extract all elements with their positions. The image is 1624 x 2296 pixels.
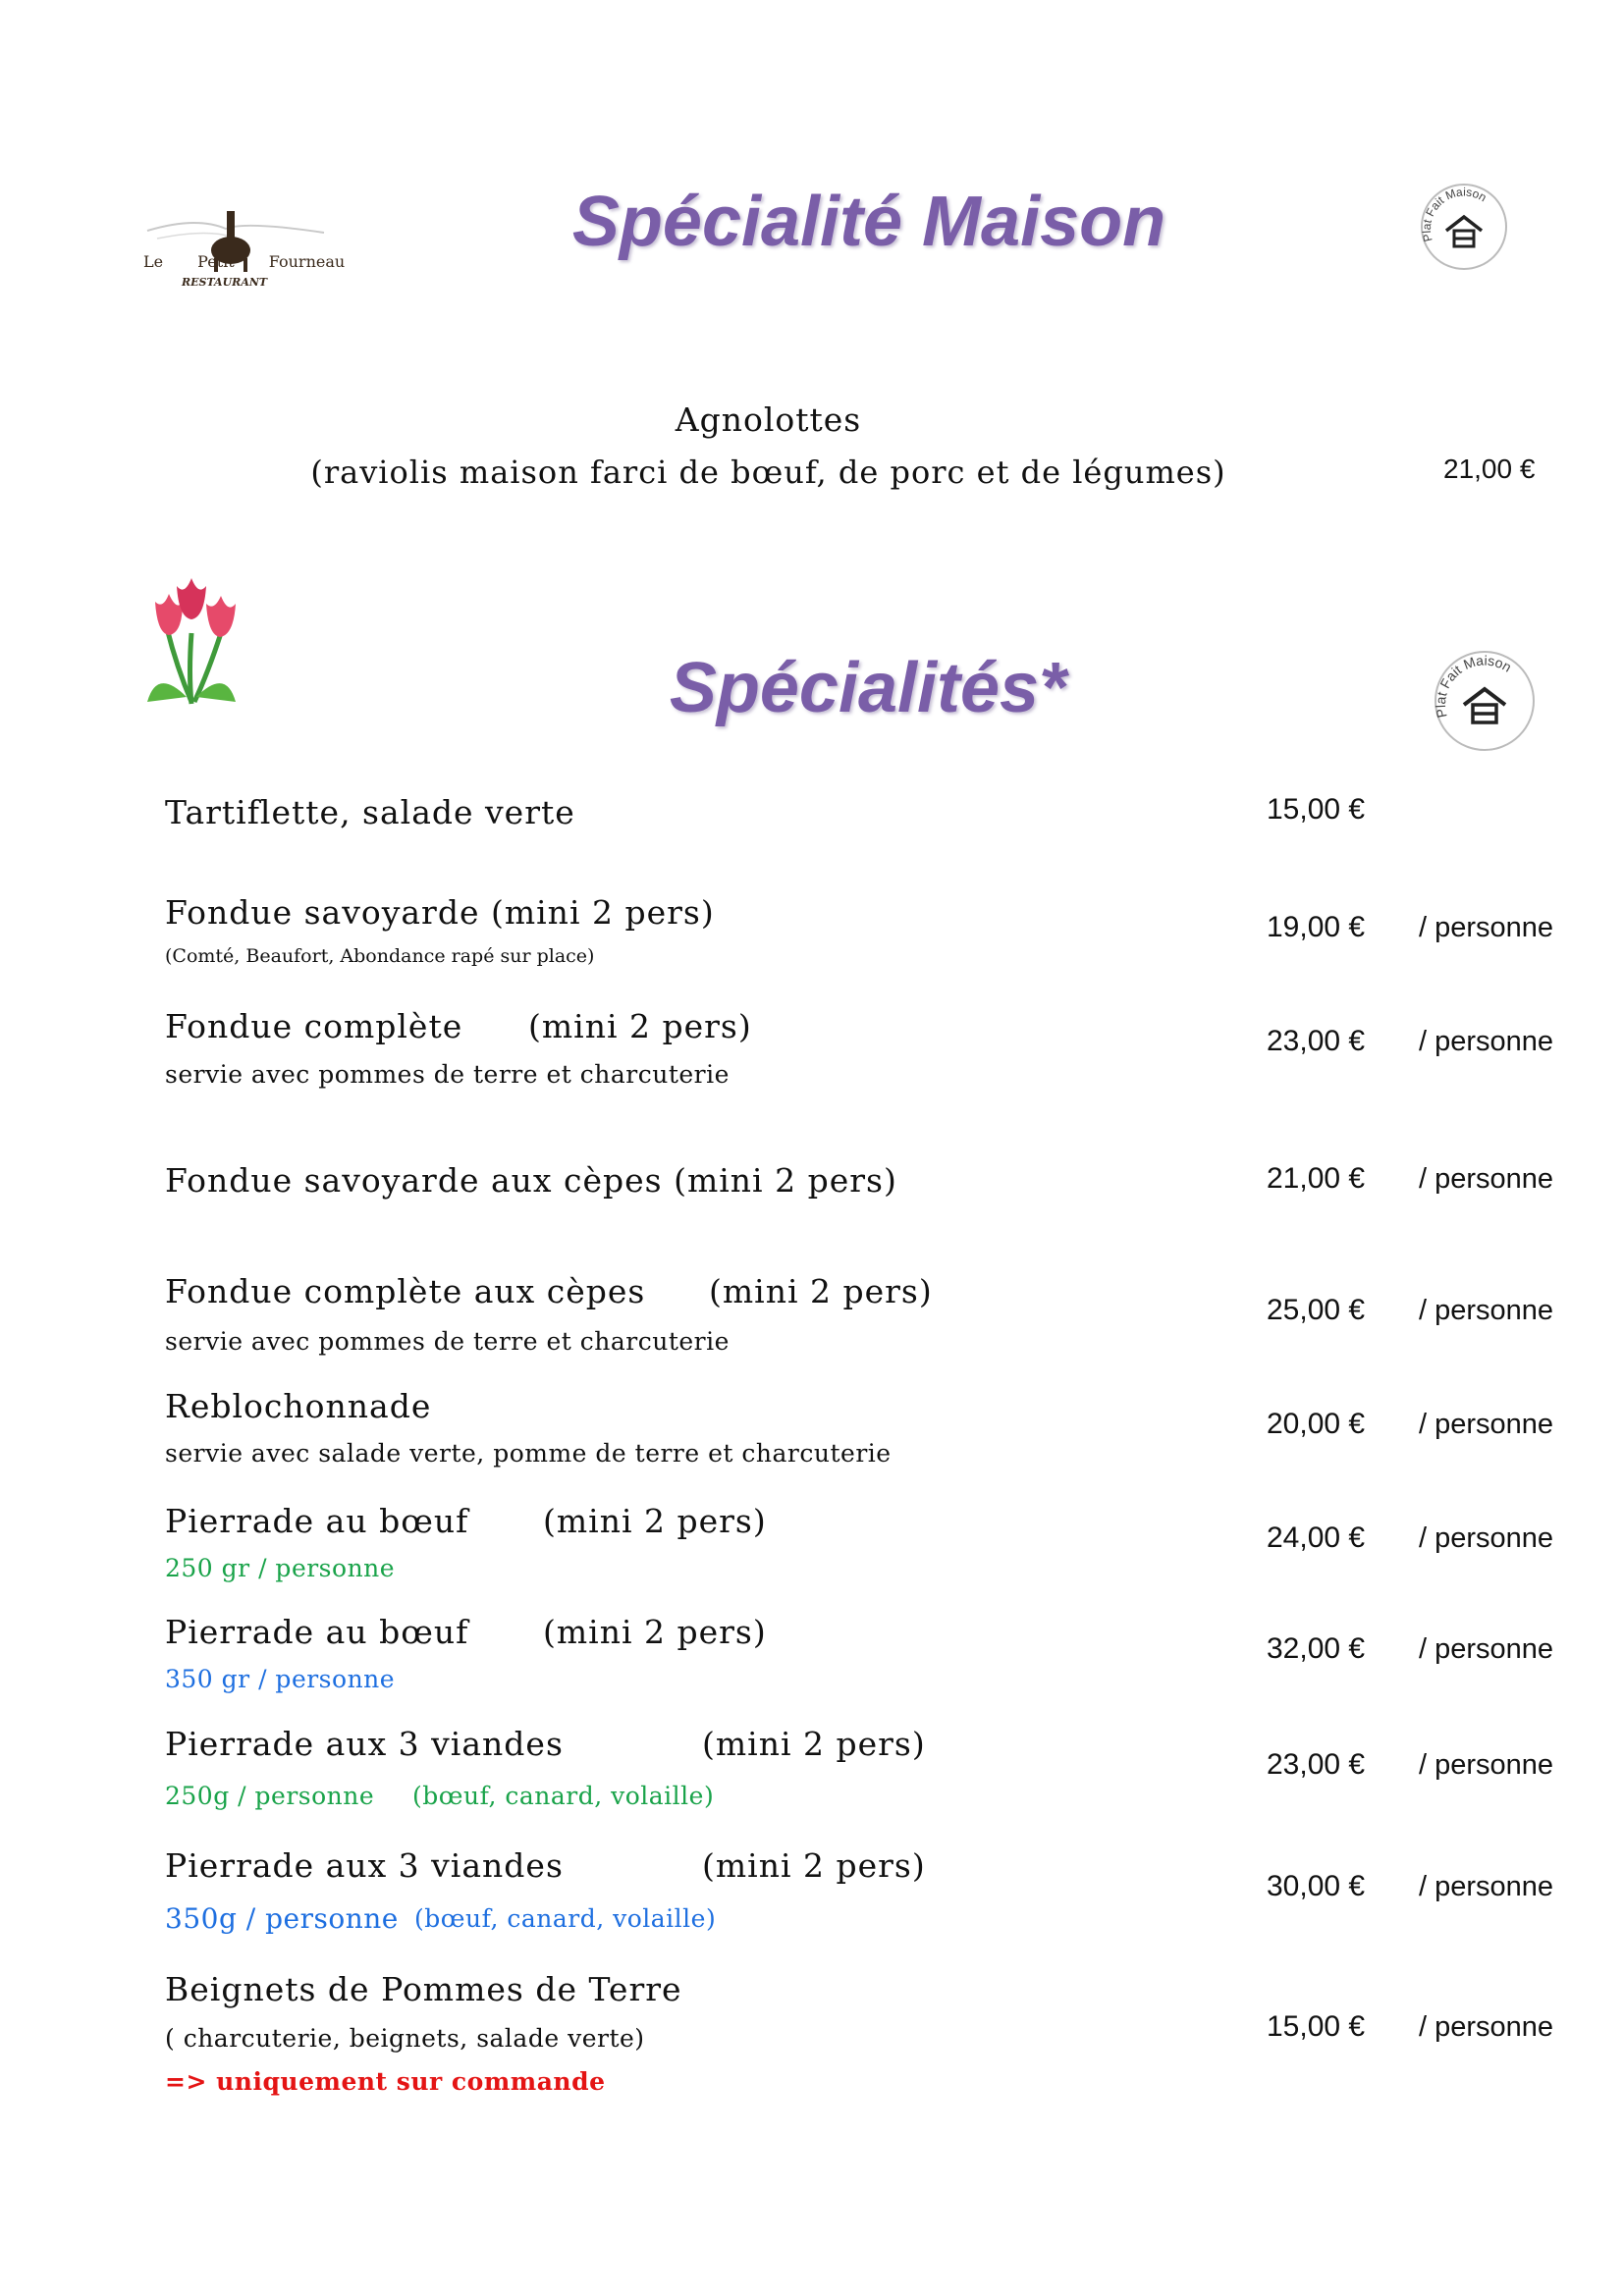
menu-item-unit: / personne	[1419, 912, 1554, 943]
menu-item-unit: / personne	[1419, 1409, 1554, 1440]
menu-item-portion: 350g / personne	[165, 1902, 399, 1935]
menu-item-unit: / personne	[1419, 1749, 1554, 1781]
menu-item-minimum: (mini 2 pers)	[702, 1846, 926, 1885]
badge-text-2: Plat Fait Maison	[1432, 652, 1515, 720]
menu-item-description: servie avec salade verte, pomme de terre et charcuterie	[165, 1439, 892, 1468]
menu-item-unit: / personne	[1419, 1871, 1554, 1902]
menu-item-price: 25,00 €	[1267, 1294, 1366, 1326]
item-agnolottes: Agnolottes	[675, 400, 862, 439]
menu-item-unit: / personne	[1419, 1633, 1554, 1665]
menu-item-name: Fondue complète aux cèpes	[165, 1272, 646, 1310]
menu-item-name: Fondue savoyarde aux cèpes (mini 2 pers)	[165, 1161, 897, 1200]
menu-item-unit: / personne	[1419, 1295, 1554, 1326]
menu-item-minimum: (mini 2 pers)	[709, 1272, 933, 1310]
house-icon	[1432, 648, 1538, 754]
menu-item-portion: 250 gr / personne	[165, 1554, 396, 1582]
menu-item-price: 23,00 €	[1267, 1025, 1366, 1057]
menu-item-minimum: (mini 2 pers)	[543, 1613, 767, 1651]
menu-item-name: Reblochonnade	[165, 1387, 432, 1425]
menu-item-name: Pierrade au bœuf	[165, 1502, 469, 1540]
menu-item-name: Pierrade aux 3 viandes	[165, 1725, 564, 1763]
menu-item-name: Beignets de Pommes de Terre	[165, 1970, 682, 2008]
menu-item-name: Tartiflette, salade verte	[165, 793, 575, 831]
menu-item-minimum: (mini 2 pers)	[702, 1725, 926, 1763]
menu-item-meats: (bœuf, canard, volaille)	[414, 1904, 717, 1933]
menu-item-price: 24,00 €	[1267, 1522, 1366, 1554]
menu-item-price: 15,00 €	[1267, 2010, 1366, 2043]
menu-item-price: 15,00 €	[1267, 793, 1366, 826]
fait-maison-badge	[1419, 182, 1509, 272]
menu-item-unit: / personne	[1419, 2011, 1554, 2043]
menu-item-name: Fondue savoyarde (mini 2 pers)	[165, 893, 715, 932]
fait-maison-badge-2	[1432, 648, 1538, 754]
menu-item-price: 23,00 €	[1267, 1748, 1366, 1781]
menu-item-name: Pierrade aux 3 viandes	[165, 1846, 564, 1885]
menu-item-price: 20,00 €	[1267, 1408, 1366, 1440]
menu-item-name: Pierrade au bœuf	[165, 1613, 469, 1651]
menu-item-unit: / personne	[1419, 1522, 1554, 1554]
menu-item-minimum: (mini 2 pers)	[528, 1007, 752, 1045]
menu-item-name: Fondue complète	[165, 1007, 463, 1045]
menu-item-minimum: (mini 2 pers)	[543, 1502, 767, 1540]
price-agnolottes: 21,00 €	[1443, 454, 1536, 484]
menu-item-portion: 250g / personne	[165, 1782, 375, 1810]
menu-item-description: servie avec pommes de terre et charcuterie	[165, 1060, 730, 1089]
menu-item-description: ( charcuterie, beignets, salade verte)	[165, 2024, 645, 2053]
logo-name: Le Petit Fourneau	[143, 252, 346, 271]
menu-item-price: 30,00 €	[1267, 1870, 1366, 1902]
menu-item-description: servie avec pommes de terre et charcuterie	[165, 1327, 730, 1356]
house-icon	[1419, 182, 1509, 272]
item-agnolottes-description: (raviolis maison farci de bœuf, de porc et de légumes)	[310, 454, 1226, 491]
menu-item-description: (Comté, Beaufort, Abondance rapé sur place)	[165, 945, 595, 967]
menu-item-price: 32,00 €	[1267, 1632, 1366, 1665]
section-title-specialite-maison: Spécialité Maison	[571, 183, 1166, 261]
order-only-note: => uniquement sur commande	[165, 2067, 606, 2096]
badge-text: Plat Fait Maison	[1419, 185, 1489, 243]
logo-subtitle: RESTAURANT	[182, 276, 268, 289]
section-title-specialites: Spécialités*	[669, 649, 1067, 727]
menu-item-unit: / personne	[1419, 1026, 1554, 1057]
menu-item-unit: / personne	[1419, 1163, 1554, 1195]
menu-item-meats: (bœuf, canard, volaille)	[412, 1782, 715, 1810]
menu-item-price: 21,00 €	[1267, 1162, 1366, 1195]
menu-item-portion: 350 gr / personne	[165, 1665, 396, 1693]
menu-item-price: 19,00 €	[1267, 911, 1366, 943]
